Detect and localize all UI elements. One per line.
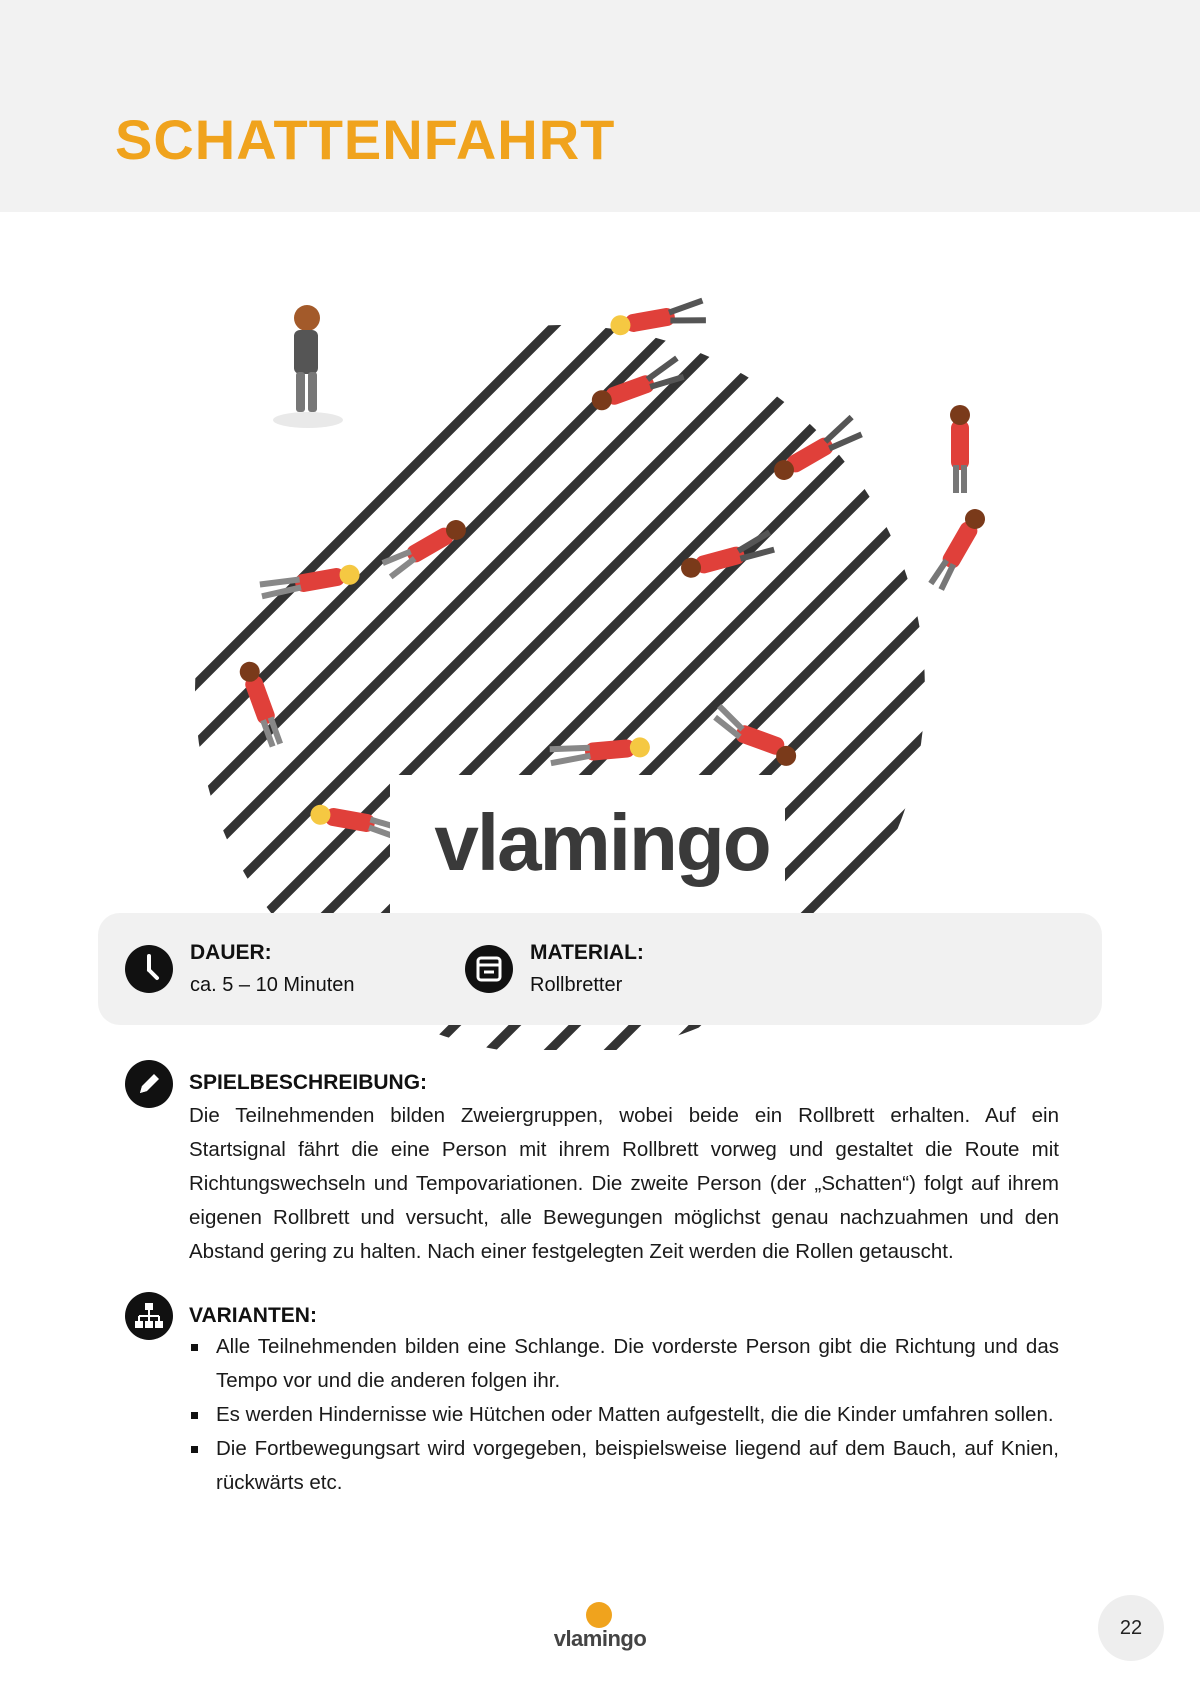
flamingo-logo-icon [586, 1602, 612, 1628]
standing-child [273, 305, 343, 428]
list-item: Alle Teilnehmenden bilden eine Schlange. Die vorderste Person gibt die Richtung und das Tempo vor und die anderen folgen ihr. [189, 1330, 1059, 1398]
duration-label: DAUER: [190, 941, 272, 964]
list-item: Es werden Hindernisse wie Hütchen oder Matten aufgestellt, die die Kinder umfahren sollen. [189, 1398, 1059, 1432]
list-item: Die Fortbewegungsart wird vorgegeben, beispielsweise liegend auf dem Bauch, auf Knien, rückwärts etc. [189, 1432, 1059, 1500]
duration-info [98, 913, 438, 1025]
box-icon [465, 945, 513, 993]
watermark-text: vlamingo [434, 798, 770, 887]
variants-heading: VARIANTEN: [189, 1304, 317, 1327]
footer-logo-text: vlamingo [553, 1626, 647, 1651]
description-heading: SPIELBESCHREIBUNG: [189, 1071, 428, 1094]
description-text: Die Teilnehmenden bilden Zweiergruppen, wobei beide ein Rollbrett erhalten. Auf ein Startsignal fährt die eine Person mit ihrem Rollbrett vorweg und gestaltet die Route mit Richtungswechseln und Tempovariationen. Die zweite Person (der „Schatten“) folgt auf ihrem eigenen Rollbrett und versucht, alle Bewegungen möglichst genau nachzuahmen und den Abstand gering zu halten. Nach einer festgelegten Zeit werden die Rollen getauscht. [189, 1104, 1059, 1263]
info-card [98, 913, 1102, 1025]
pencil-icon [125, 1060, 173, 1108]
material-value: Rollbretter [530, 974, 623, 996]
page-header [0, 0, 1200, 212]
material-label: MATERIAL: [530, 941, 644, 964]
variants-list [189, 1330, 1059, 1500]
footer-logo [549, 1602, 651, 1658]
clock-icon [125, 945, 173, 993]
duration-value: ca. 5 – 10 Minuten [190, 974, 355, 996]
material-info [438, 913, 1038, 1025]
page-number: 22 [1098, 1595, 1164, 1661]
page-title: SCHATTENFAHRT [115, 108, 616, 171]
hierarchy-icon [125, 1292, 173, 1340]
